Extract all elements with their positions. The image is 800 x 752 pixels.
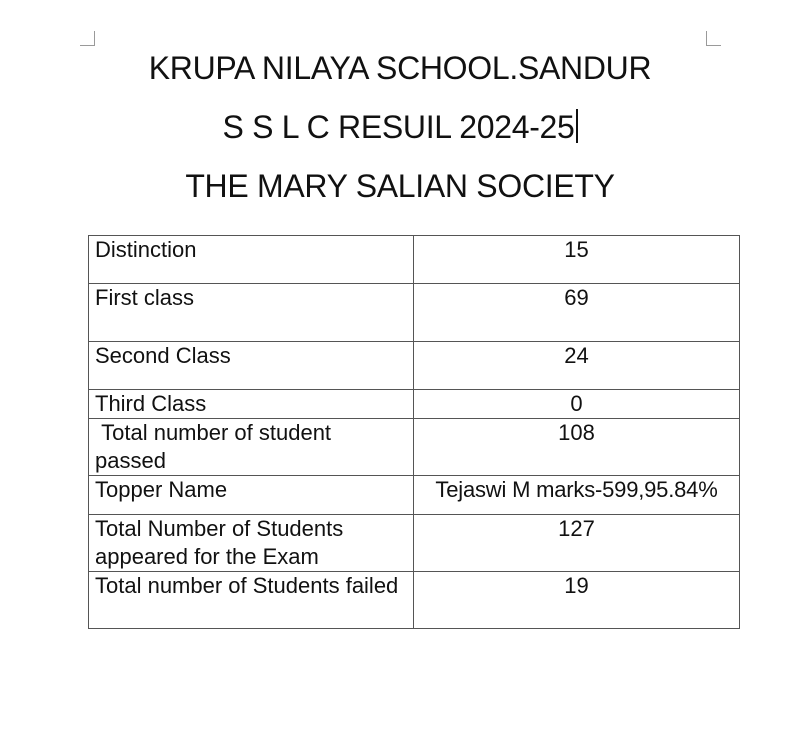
page-corner-mark-left bbox=[80, 31, 95, 46]
result-title-text: S S L C RESUIL 2024-25 bbox=[222, 109, 575, 145]
table-row bbox=[89, 342, 740, 390]
topper-value: Tejaswi M marks-599,95.84% bbox=[414, 476, 740, 515]
table-row bbox=[89, 476, 740, 515]
text-cursor bbox=[576, 109, 578, 143]
row-label: Total Number of Students appeared for the Exam bbox=[89, 515, 414, 572]
result-title-heading[interactable] bbox=[0, 107, 800, 147]
row-value: 24 bbox=[414, 342, 740, 390]
row-value: 0 bbox=[414, 390, 740, 419]
table-row bbox=[89, 284, 740, 342]
table-row bbox=[89, 515, 740, 572]
results-table bbox=[88, 235, 740, 629]
row-label: First class bbox=[89, 284, 414, 342]
table-row bbox=[89, 419, 740, 476]
row-label: Distinction bbox=[89, 236, 414, 284]
table-row bbox=[89, 236, 740, 284]
page-corner-mark-right bbox=[706, 31, 721, 46]
row-label: Second Class bbox=[89, 342, 414, 390]
row-value: 108 bbox=[414, 419, 740, 476]
society-name-heading: THE MARY SALIAN SOCIETY bbox=[185, 168, 615, 204]
row-label: Total number of Students failed bbox=[89, 572, 414, 629]
row-value: 19 bbox=[414, 572, 740, 629]
table-row bbox=[89, 390, 740, 419]
row-value: 127 bbox=[414, 515, 740, 572]
school-name-heading: KRUPA NILAYA SCHOOL.SANDUR bbox=[148, 50, 652, 86]
row-value: 69 bbox=[414, 284, 740, 342]
row-label: Topper Name bbox=[89, 476, 414, 515]
row-label: Total number of student passed bbox=[89, 419, 414, 476]
row-value: 15 bbox=[414, 236, 740, 284]
row-label: Third Class bbox=[89, 390, 414, 419]
table-row bbox=[89, 572, 740, 629]
